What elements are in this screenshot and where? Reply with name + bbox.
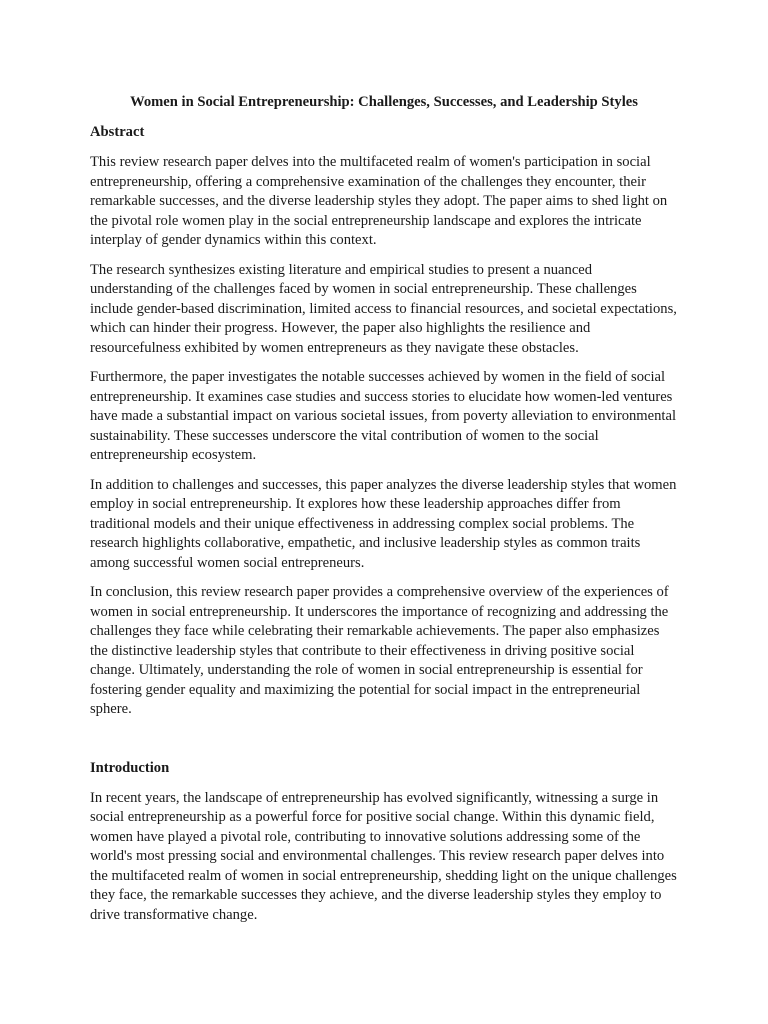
abstract-paragraph-5: In conclusion, this review research paper provides a comprehensive overview of the experiences of women in social entrepreneurship. It underscores the importance of recognizing and addressing the challenges they face while celebrating their remarkable achievements. The paper also emphasizes the distinctive leadership styles that contribute to their effectiveness in driving positive social change. Ultimately, understanding the role of women in social entrepreneurship is essential for fostering gender equality and maximizing the potential for social impact in the entrepreneurial sphere. — [90, 584, 669, 717]
abstract-paragraph-4: In addition to challenges and successes, this paper analyzes the diverse leadership styles that women employ in social entrepreneurship. It explores how these leadership approaches differ from traditional models and their unique effectiveness in addressing complex social problems. The research highlights collaborative, empathetic, and inclusive leadership styles as common traits among successful women social entrepreneurs. — [90, 476, 677, 571]
introduction-paragraph-1: In recent years, the landscape of entrepreneurship has evolved significantly, witnessing a surge in social entrepreneurship as a powerful force for positive social change. Within this dynamic field, women have played a pivotal role, contributing to innovative solutions addressing some of the world's most pressing social and environmental challenges. This review research paper delves into the multifaceted realm of women in social entrepreneurship, shedding light on the unique challenges they face, the remarkable successes they achieve, and the diverse leadership styles they employ to drive transformative change. — [90, 789, 677, 923]
abstract-paragraph-1: This review research paper delves into the multifaceted realm of women's participation in social entrepreneurship, offering a comprehensive examination of the challenges they encounter, their remarkable successes, and the diverse leadership styles they adopt. The paper aims to shed light on the pivotal role women play in the social entrepreneurship landscape and explores the intricate interplay of gender dynamics within this context. — [90, 154, 668, 248]
section-spacer — [90, 730, 678, 758]
document-page — [90, 92, 678, 935]
page-title: Women in Social Entrepreneurship: Challenges, Successes, and Leadership Styles — [130, 94, 638, 110]
abstract-paragraph-3: Furthermore, the paper investigates the notable successes achieved by women in the field of social entrepreneurship. It examines case studies and success stories to elucidate how women-led ventures have made a substantial impact on various societal issues, from poverty alleviation to environmental sustainability. These successes underscore the vital contribution of women to the social entrepreneurship ecosystem. — [90, 369, 677, 463]
abstract-paragraph-2: The research synthesizes existing literature and empirical studies to present a nuanced understanding of the challenges faced by women in social entrepreneurship. These challenges include gender-based discrimination, limited access to financial resources, and societal expectations, which can hinder their progress. However, the paper also highlights the resilience and resourcefulness exhibited by women entrepreneurs as they navigate these obstacles. — [90, 261, 677, 356]
abstract-heading: Abstract — [90, 124, 145, 140]
introduction-heading: Introduction — [90, 759, 170, 776]
